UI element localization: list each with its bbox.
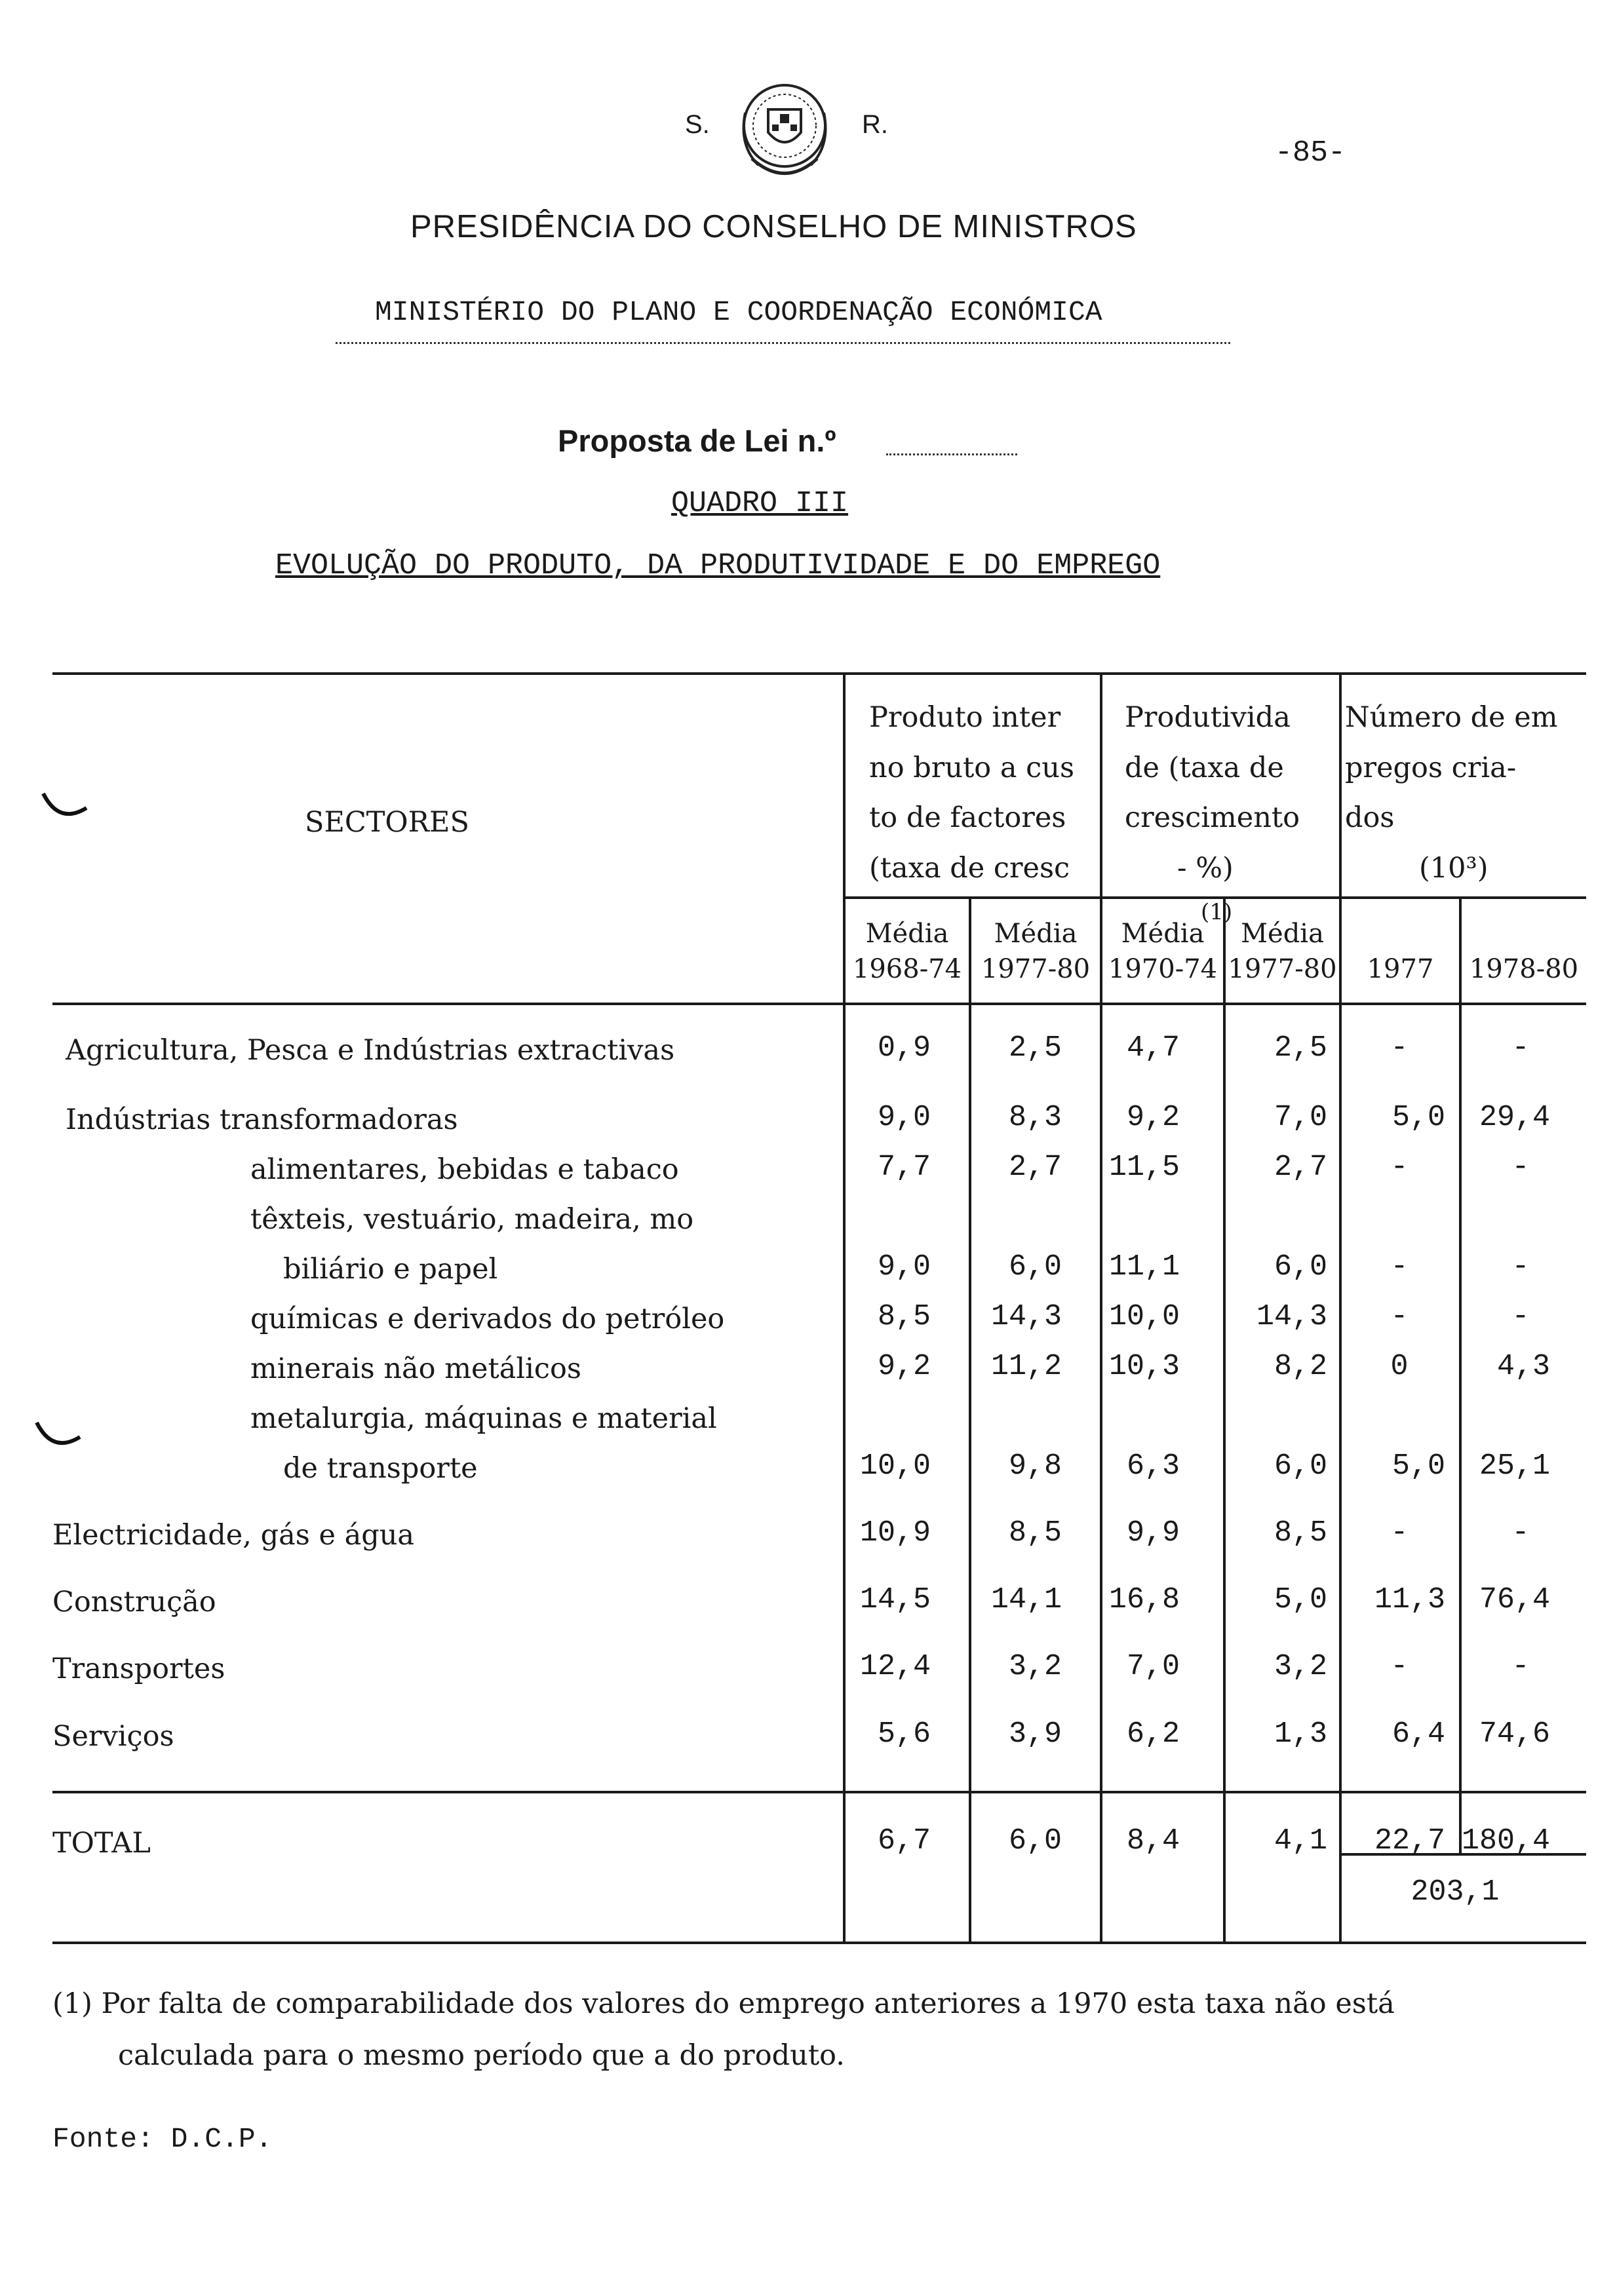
subheader-media-1968-74: Média 1968-74	[852, 919, 962, 984]
table-cell: 10,3	[1108, 1350, 1180, 1383]
table-cell: -	[1511, 1031, 1530, 1065]
total-label: TOTAL	[52, 1827, 151, 1860]
table-cell: 29,4	[1479, 1101, 1550, 1134]
total-top-rule	[52, 1791, 1586, 1793]
table-cell: 9,0	[877, 1101, 931, 1134]
table-bottom-rule	[52, 1942, 1586, 1944]
coat-of-arms-icon	[729, 73, 840, 191]
row-label: Electricidade, gás e água	[52, 1519, 415, 1552]
table-cell: 14,1	[990, 1583, 1062, 1617]
table-top-rule	[52, 672, 1586, 675]
col-divider-5	[1339, 672, 1342, 1942]
table-cell: 2,7	[1274, 1151, 1327, 1184]
row-label: Indústrias transformadoras	[66, 1103, 458, 1136]
row-label: químicas e derivados do petróleo	[250, 1303, 725, 1335]
table-cell: 5,6	[877, 1717, 931, 1751]
table-cell: -	[1390, 1250, 1409, 1284]
row-label: alimentares, bebidas e tabaco	[250, 1153, 679, 1186]
table-cell: 76,4	[1479, 1583, 1550, 1617]
subheader-1978-80: 1978-80	[1469, 954, 1579, 984]
table-cell: 3,2	[1008, 1650, 1062, 1683]
total-cell: 8,4	[1126, 1824, 1180, 1858]
table-cell: 6,0	[1008, 1250, 1062, 1284]
table-cell: 9,9	[1126, 1516, 1180, 1550]
table-cell: -	[1511, 1151, 1530, 1184]
total-cell: 180,4	[1461, 1824, 1550, 1858]
table-cell: -	[1511, 1250, 1530, 1284]
table-cell: 4,3	[1496, 1350, 1550, 1383]
proposal-label: Proposta de Lei n.º	[558, 423, 836, 458]
proposal-blank	[886, 453, 1017, 455]
table-cell: 5,0	[1274, 1583, 1327, 1617]
table-cell: 3,2	[1274, 1650, 1327, 1683]
table-cell: 6,0	[1274, 1449, 1327, 1483]
table-cell: 14,3	[1256, 1300, 1327, 1333]
row-label: metalurgia, máquinas e material	[250, 1402, 717, 1435]
table-cell: 10,0	[859, 1449, 931, 1483]
row-label: minerais não metálicos	[250, 1352, 581, 1385]
subheader-media-1977-80-prod: Média 1977-80	[1228, 919, 1337, 984]
table-cell: 7,0	[1126, 1650, 1180, 1683]
table-cell: 1,3	[1274, 1717, 1327, 1751]
footnote-line-1: (1) Por falta de comparabilidade dos valores do emprego anteriores a 1970 esta taxa não está	[52, 1987, 1395, 2020]
table-cell: -	[1390, 1516, 1409, 1550]
row-label-continuation: de transporte	[283, 1452, 478, 1485]
table-cell: 74,6	[1479, 1717, 1550, 1751]
employment-sum: 203,1	[1411, 1875, 1500, 1909]
table-cell: 5,0	[1391, 1449, 1445, 1483]
table-cell: 10,9	[859, 1516, 931, 1550]
table-cell: 6,2	[1126, 1717, 1180, 1751]
subheader-media-1977-80: Média 1977-80	[981, 919, 1091, 984]
table-cell: 4,7	[1126, 1031, 1180, 1065]
table-cell: -	[1390, 1031, 1409, 1065]
table-cell: 6,3	[1126, 1449, 1180, 1483]
total-cell: 22,7	[1374, 1824, 1445, 1858]
table-cell: 11,5	[1108, 1151, 1180, 1184]
margin-mark-icon	[39, 790, 92, 829]
subheader-1977: 1977	[1367, 954, 1434, 984]
table-cell: 6,4	[1391, 1717, 1445, 1751]
table-cell: -	[1390, 1650, 1409, 1683]
table-cell: -	[1390, 1300, 1409, 1333]
table-cell: 14,5	[859, 1583, 931, 1617]
total-cell: 6,0	[1008, 1824, 1062, 1858]
table-cell: 14,3	[990, 1300, 1062, 1333]
table-cell: -	[1511, 1300, 1530, 1333]
letterhead-r: R.	[862, 110, 888, 139]
total-cell: 4,1	[1274, 1824, 1327, 1858]
table-cell: 0	[1390, 1350, 1409, 1383]
table-cell: 2,5	[1274, 1031, 1327, 1065]
subheader-media-1970-74: Média 1970-74	[1108, 919, 1218, 984]
sectors-header: SECTORES	[305, 806, 469, 839]
table-title: EVOLUÇÃO DO PRODUTO, DA PRODUTIVIDADE E DO EMPREGO	[275, 549, 1161, 583]
table-cell: -	[1390, 1151, 1409, 1184]
source-note: Fonte: D.C.P.	[52, 2123, 273, 2155]
table-cell: 7,0	[1274, 1101, 1327, 1134]
table-cell: 2,5	[1008, 1031, 1062, 1065]
table-cell: 0,9	[877, 1031, 931, 1065]
header-bottom-rule	[52, 1003, 1586, 1005]
table-cell: 9,0	[877, 1250, 931, 1284]
row-label: Transportes	[52, 1653, 225, 1685]
row-label: Agricultura, Pesca e Indústrias extractivas	[66, 1034, 675, 1067]
row-label: Construção	[52, 1586, 216, 1618]
table-cell: 8,5	[1008, 1516, 1062, 1550]
row-label-continuation: biliário e papel	[283, 1253, 498, 1286]
footnote-marker: (1)	[1201, 899, 1233, 925]
table-cell: 11,1	[1108, 1250, 1180, 1284]
table-cell: 11,3	[1374, 1583, 1445, 1617]
table-cell: 8,3	[1008, 1101, 1062, 1134]
quadro-label: QUADRO III	[671, 487, 849, 520]
table-cell: -	[1511, 1516, 1530, 1550]
total-cell: 6,7	[877, 1824, 931, 1858]
table-cell: 7,7	[877, 1151, 931, 1184]
row-label: têxteis, vestuário, madeira, mo	[250, 1203, 694, 1236]
table-cell: 25,1	[1479, 1449, 1550, 1483]
table-cell: 8,5	[877, 1300, 931, 1333]
presidency-heading: PRESIDÊNCIA DO CONSELHO DE MINISTROS	[410, 209, 1137, 244]
table-cell: 12,4	[859, 1650, 931, 1683]
table-cell: 10,0	[1108, 1300, 1180, 1333]
row-label: Serviços	[52, 1720, 174, 1753]
ministry-heading: MINISTÉRIO DO PLANO E COORDENAÇÃO ECONÓMICA	[375, 296, 1102, 328]
margin-mark-icon	[33, 1419, 85, 1458]
table-cell: 8,5	[1274, 1516, 1327, 1550]
table-cell: 9,8	[1008, 1449, 1062, 1483]
table-cell: 16,8	[1108, 1583, 1180, 1617]
table-cell: -	[1511, 1650, 1530, 1683]
table-cell: 2,7	[1008, 1151, 1062, 1184]
footnote-line-2: calculada para o mesmo período que a do produto.	[118, 2039, 845, 2072]
letterhead-s: S.	[685, 110, 710, 139]
table-cell: 9,2	[1126, 1101, 1180, 1134]
ministry-underline	[336, 342, 1230, 344]
table-cell: 3,9	[1008, 1717, 1062, 1751]
table-cell: 8,2	[1274, 1350, 1327, 1383]
table-cell: 9,2	[877, 1350, 931, 1383]
table-cell: 5,0	[1391, 1101, 1445, 1134]
page-number: -85-	[1275, 136, 1346, 170]
table-cell: 6,0	[1274, 1250, 1327, 1284]
table-cell: 11,2	[990, 1350, 1062, 1383]
